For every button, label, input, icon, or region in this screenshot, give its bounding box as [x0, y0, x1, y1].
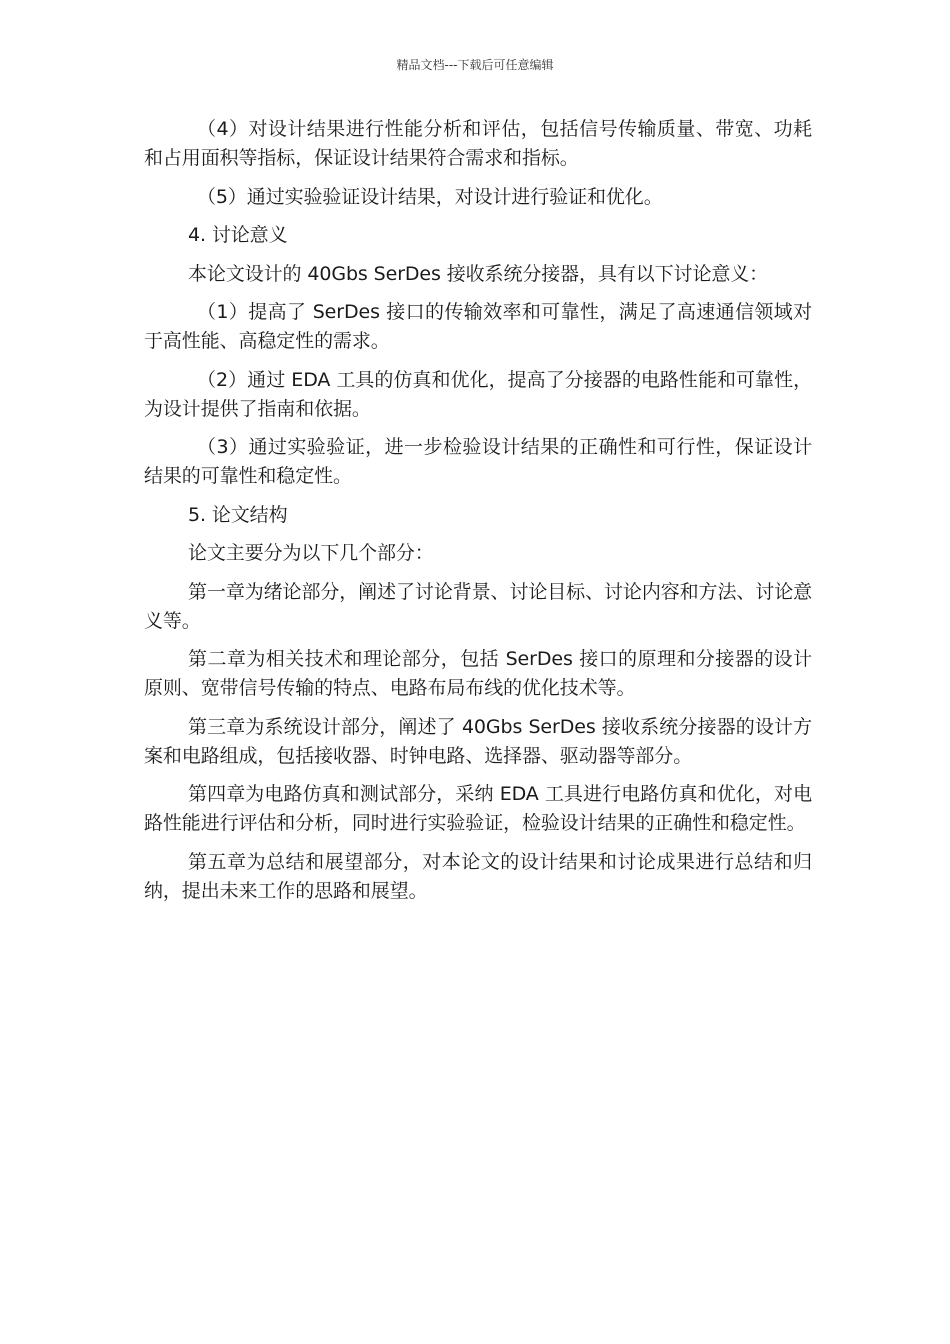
section-intro-paragraph: 本论文设计的 40Gbs SerDes 接收系统分接器，具有以下讨论意义： — [188, 262, 769, 285]
list-item-4: （4）对设计结果进行性能分析和评估，包括信号传输质量、带宽、功耗和占用面积等指标，保证设计结果符合需求和指标。 — [144, 118, 812, 169]
list-item-5: （5）通过实验验证设计结果，对设计进行验证和优化。 — [197, 185, 663, 208]
chapter-4-paragraph: 第四章为电路仿真和测试部分，采纳 EDA 工具进行电路仿真和优化，对电路性能进行评估和分析，同时进行实验验证，检验设计结果的正确性和稳定性。 — [144, 783, 812, 834]
section-heading-5: 5. 论文结构 — [188, 503, 288, 526]
chapter-1-paragraph: 第一章为绪论部分，阐述了讨论背景、讨论目标、讨论内容和方法、讨论意义等。 — [144, 580, 812, 632]
chapter-3-paragraph: 第三章为系统设计部分，阐述了 40Gbs SerDes 接收系统分接器的设计方案和电路组成，包括接收器、时钟电路、选择器、驱动器等部分。 — [144, 715, 812, 767]
structure-intro-paragraph: 论文主要分为以下几个部分： — [188, 542, 434, 564]
significance-item-1: （1）提高了 SerDes 接口的传输效率和可靠性，满足了高速通信领域对于高性能、高稳定性的需求。 — [144, 301, 812, 352]
document-body — [144, 115, 812, 915]
significance-item-2: （2）通过 EDA 工具的仿真和优化，提高了分接器的电路性能和可靠性，为设计提供了指南和依据。 — [144, 368, 812, 420]
significance-item-3: （3）通过实验验证，进一步检验设计结果的正确性和可行性，保证设计结果的可靠性和稳定性。 — [144, 436, 812, 487]
page-header: 精品文档---下载后可任意编辑 — [396, 58, 554, 72]
section-heading-4: 4. 讨论意义 — [188, 224, 288, 246]
chapter-5-paragraph: 第五章为总结和展望部分，对本论文的设计结果和讨论成果进行总结和归纳，提出未来工作的思路和展望。 — [144, 850, 812, 902]
chapter-2-paragraph: 第二章为相关技术和理论部分，包括 SerDes 接口的原理和分接器的设计原则、宽带信号传输的特点、电路布局布线的优化技术等。 — [144, 648, 812, 699]
